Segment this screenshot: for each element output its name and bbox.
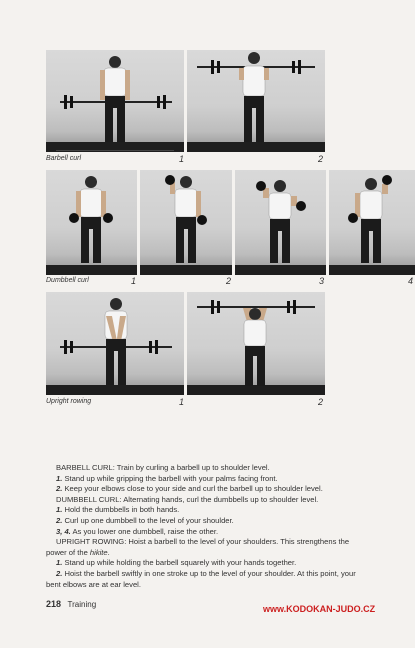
upright-rowing-photo-2 bbox=[187, 292, 325, 395]
step-text: Hold the dumbbells in both hands. bbox=[64, 505, 180, 515]
dumbbell-curl-photo-1 bbox=[46, 170, 137, 275]
paragraph-text: UPRIGHT ROWING: Hoist a barbell to the level of your shoulders. This strengthens the power of the bbox=[46, 537, 350, 557]
step-text: Keep your elbows close to your side and curl the barbell up to shoulder level. bbox=[64, 484, 323, 494]
dumbbell-curl-number-2: 2 bbox=[226, 276, 232, 286]
dumbbell-curl-number-3: 3 bbox=[319, 276, 325, 286]
dumbbell-curl-photo-4 bbox=[329, 170, 415, 275]
step-number: 1. bbox=[56, 505, 63, 515]
page-footer bbox=[46, 599, 96, 609]
step-text: Curl up one dumbbell to the level of your shoulder. bbox=[64, 515, 234, 525]
hikite-term: hikite bbox=[89, 547, 108, 557]
dumbbell-curl-step-2 bbox=[46, 516, 370, 527]
dumbbell-curl-heading-paragraph: DUMBBELL CURL: Alternating hands, curl the dumbbells up to shoulder level. bbox=[56, 494, 319, 504]
upright-rowing-caption: Upright rowing bbox=[46, 398, 92, 405]
barbell-curl-photo-1 bbox=[46, 50, 184, 152]
upright-rowing-number-1: 1 bbox=[179, 397, 185, 407]
barbell-curl-step-1 bbox=[46, 474, 370, 485]
step-number: 2. bbox=[56, 484, 63, 494]
paragraph-end: . bbox=[107, 547, 110, 557]
barbell-curl-heading-paragraph: BARBELL CURL: Train by curling a barbell up to shoulder level. bbox=[56, 463, 270, 472]
upright-rowing-number-2: 2 bbox=[318, 397, 324, 407]
step-number: 3, 4. bbox=[56, 526, 71, 536]
section-name: Training bbox=[67, 600, 97, 609]
dumbbell-curl-photo-3 bbox=[235, 170, 326, 275]
step-number: 2. bbox=[56, 515, 63, 525]
page-number: 218 bbox=[46, 599, 62, 609]
dumbbell-curl-step-1 bbox=[46, 505, 370, 516]
step-number: 1. bbox=[56, 558, 63, 568]
dumbbell-curl-number-1: 1 bbox=[131, 276, 137, 286]
barbell-curl-photo-2 bbox=[187, 50, 325, 152]
step-text: As you lower one dumbbell, raise the other. bbox=[72, 526, 219, 536]
barbell-curl-caption: Barbell curl bbox=[46, 155, 82, 162]
body-text bbox=[46, 463, 370, 590]
step-number: 1. bbox=[56, 473, 63, 483]
website-link[interactable]: www.KODOKAN-JUDO.CZ bbox=[263, 604, 376, 614]
step-text: Stand up while gripping the barbell with your palms facing front. bbox=[64, 473, 278, 483]
dumbbell-curl-step-3-4 bbox=[46, 527, 370, 538]
dumbbell-curl-photo-2 bbox=[140, 170, 232, 275]
dumbbell-curl-caption: Dumbbell curl bbox=[46, 277, 89, 284]
upright-rowing-step-2 bbox=[46, 569, 370, 590]
dumbbell-curl-number-4: 4 bbox=[408, 276, 414, 286]
barbell-curl-step-2 bbox=[46, 484, 370, 495]
barbell-curl-number-1: 1 bbox=[179, 154, 185, 164]
step-number: 2. bbox=[56, 568, 63, 578]
barbell-curl-number-2: 2 bbox=[318, 154, 324, 164]
upright-rowing-photo-1 bbox=[46, 292, 184, 395]
step-text: Hoist the barbell swiftly in one stroke up to the level of your shoulder. At this point, your bent elbows are at ear level. bbox=[46, 568, 356, 589]
upright-rowing-heading-paragraph bbox=[46, 537, 370, 558]
step-text: Stand up while holding the barbell squarely with your hands together. bbox=[64, 558, 297, 568]
upright-rowing-step-1 bbox=[46, 558, 370, 569]
